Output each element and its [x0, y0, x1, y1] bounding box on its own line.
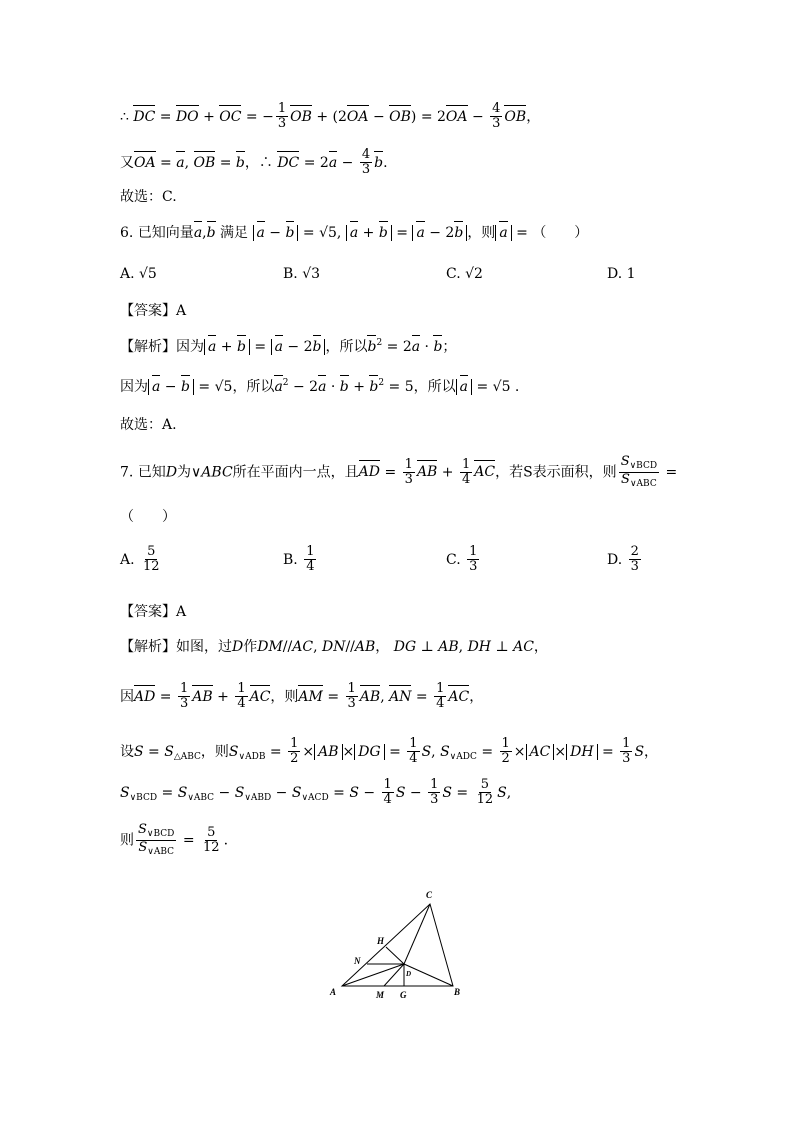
- prev-line-2: 又OA = a, OB = b，∴ DC = 2a − $\frac{4}{3}$ b.: [120, 147, 388, 178]
- q6-conclusion: 故选：A.: [120, 417, 177, 433]
- q7-option-d: D. $\frac{2}{3}$: [607, 544, 639, 575]
- q7-stem: 7. 已知D为∨ABC所在平面内一点，且AD = $\frac{1}{3}$ AB + $\frac{1}{4}$ AC，若S表示面积，则 $\frac{S_{\vee BCD}}{S_{\vee ABC}}$ =: [120, 454, 678, 489]
- q7-option-b: B. $\frac{1}{4}$: [283, 544, 315, 575]
- q6-answer: 【答案】A: [120, 303, 187, 319]
- segment-a-d: [342, 964, 404, 986]
- q7-option-c: C. $\frac{1}{3}$: [446, 544, 478, 575]
- label-a: A: [330, 987, 337, 997]
- label-m: M: [376, 990, 385, 1000]
- q6-stem: 6. 已知向量a,b 满足 a − b = √5, a + b = a − 2b ，则 a = （ ）: [120, 225, 589, 241]
- q6-option-d: D. 1: [607, 266, 636, 282]
- label-h: H: [377, 936, 385, 946]
- q7-option-a: A. $\frac{5}{12}$: [120, 544, 160, 575]
- label-g: G: [400, 990, 407, 1000]
- q6-option-a: A. √5: [120, 266, 157, 282]
- q7-analysis-2: 因AD = $\frac{1}{3}$ AB + $\frac{1}{4}$ AC，则AM = $\frac{1}{3}$ AB, AN = $\frac{1}{4}$ AC，: [120, 681, 484, 712]
- q6-analysis-1: 【解析】因为 a + b = a − 2b ，所以$b^2 = 2a \cdot b$；: [120, 338, 457, 355]
- q7-analysis-3: 设$S = S_{\triangle ABC}$，则$S_{\vee ADB}$ = $\frac{1}{2}$ × AB × DG = $\frac{1}{4}$ S, $S_{\vee ADC}$ = $\frac{1}{2}$ × AC × DH = $\frac{1}{3}$ S，: [120, 736, 659, 767]
- q7-stem-paren: （ ）: [120, 509, 176, 525]
- label-b: B: [454, 987, 461, 997]
- q7-analysis-5: 则 $\frac{S_{\vee BCD}}{S_{\vee ABC}}$ = $\frac{5}{12}$ .: [120, 822, 229, 857]
- label-n: N: [354, 956, 361, 966]
- triangle-abc: [342, 904, 453, 986]
- segment-b-d: [404, 964, 453, 986]
- q7-answer: 【答案】A: [120, 604, 187, 620]
- prev-line-1: ∴ DC = DO + OC = − $\frac{1}{3}$ OB + (2OA − OB) = 2OA − $\frac{4}{3}$ OB，: [120, 101, 541, 132]
- q6-option-c: C. √2: [446, 266, 483, 282]
- prev-conclusion: 故选：C.: [120, 189, 177, 205]
- q7-analysis-4: $S_{\vee BCD} = S_{\vee ABC} - S_{\vee ABD} - S_{\vee ACD} = S$ − $\frac{1}{4}$ S − $\frac{1}{3}$ S = $\frac{5}{12}$ S,: [120, 777, 512, 808]
- q7-analysis-1: 【解析】如图，过D作DM//AC, DN//AB， DG ⊥ AB, DH ⊥ AC，: [120, 639, 548, 655]
- label-d: D: [406, 970, 412, 978]
- q6-analysis-2: 因为 a − b = √5，所以$a^2 - 2a \cdot b + b^2 = 5$，所以 a = √5 .: [120, 378, 520, 395]
- label-c: C: [426, 890, 433, 900]
- q6-option-b: B. √3: [283, 266, 321, 282]
- triangle-figure: [320, 885, 470, 1005]
- segment-c-d: [404, 904, 430, 964]
- segment-d-h: [386, 947, 404, 964]
